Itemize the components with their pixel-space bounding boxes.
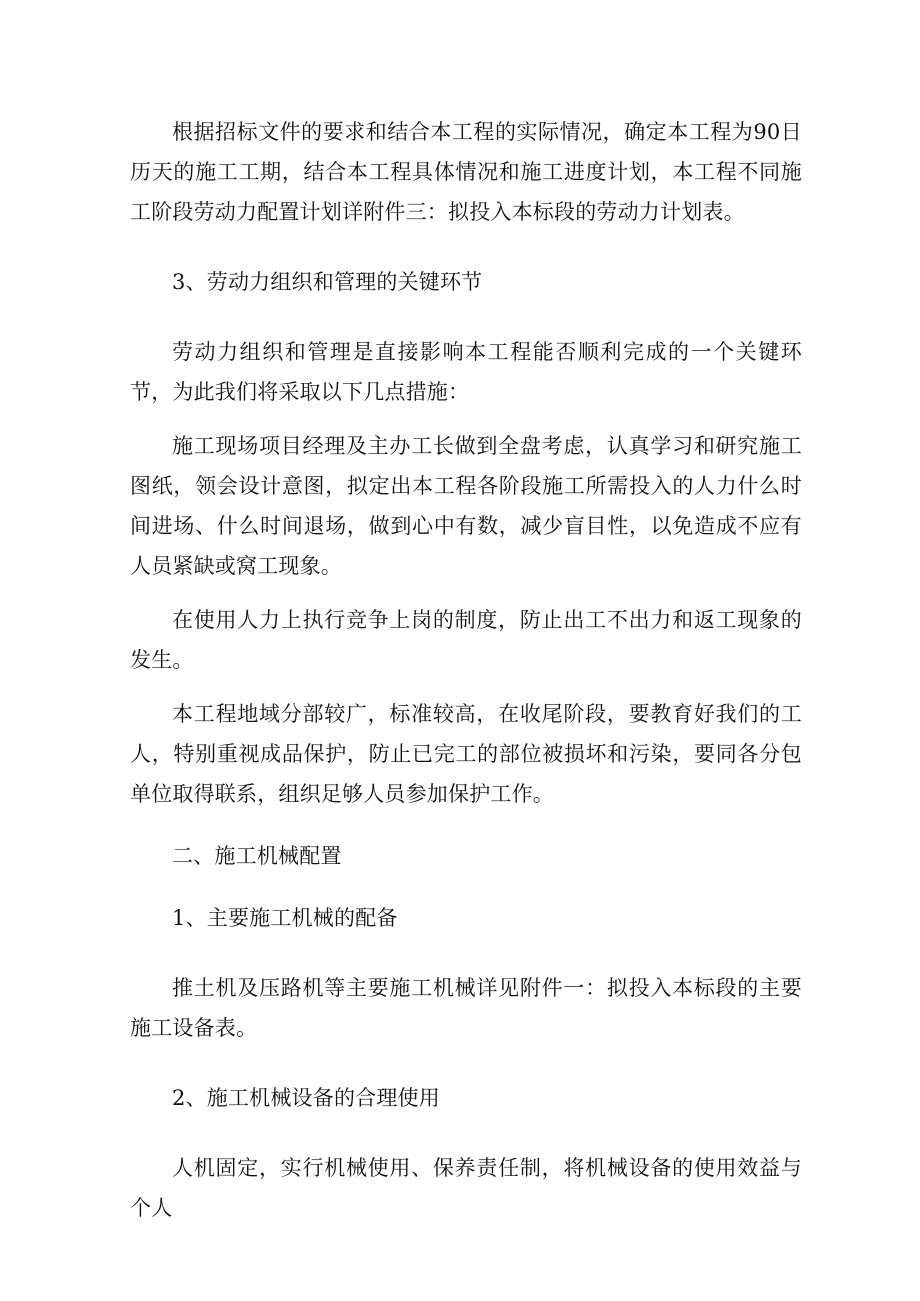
document-body bbox=[130, 112, 802, 1228]
section-heading-equipment-use: 2、施工机械设备的合理使用 bbox=[172, 1086, 440, 1110]
section-heading-machinery: 二、施工机械配置 bbox=[172, 844, 342, 868]
paragraph-site-manager: 施工现场项目经理及主办工长做到全盘考虑，认真学习和研究施工图纸，领会设计意图，拟定出本工程各阶段施工所需投入的人力什么时间进场、什么时间退场，做到心中有数，减少盲目性，以免造成不应有人员紧缺或窝工现象。 bbox=[130, 434, 802, 578]
paragraph-labor-management: 劳动力组织和管理是直接影响本工程能否顺利完成的一个关键环节，为此我们将采取以下几点措施： bbox=[130, 340, 802, 404]
section-heading-main-machinery: 1、主要施工机械的配备 bbox=[172, 906, 398, 930]
paragraph-schedule: 根据招标文件的要求和结合本工程的实际情况，确定本工程为90日历天的施工工期，结合本工程具体情况和施工进度计划，本工程不同施工阶段劳动力配置计划详附件三：拟投入本标段的劳动力计划表。 bbox=[130, 120, 802, 224]
paragraph-protection: 本工程地域分部较广，标准较高，在收尾阶段，要教育好我们的工人，特别重视成品保护，防止已完工的部位被损坏和污染，要同各分包单位取得联系，组织足够人员参加保护工作。 bbox=[130, 702, 802, 806]
section-heading-labor-key: 3、劳动力组织和管理的关键环节 bbox=[172, 270, 483, 294]
paragraph-competition: 在使用人力上执行竞争上岗的制度，防止出工不出力和返工现象的发生。 bbox=[130, 608, 802, 672]
paragraph-responsibility: 人机固定，实行机械使用、保养责任制，将机械设备的使用效益与个人 bbox=[130, 1156, 802, 1220]
paragraph-equipment-list: 推土机及压路机等主要施工机械详见附件一：拟投入本标段的主要施工设备表。 bbox=[130, 976, 802, 1040]
